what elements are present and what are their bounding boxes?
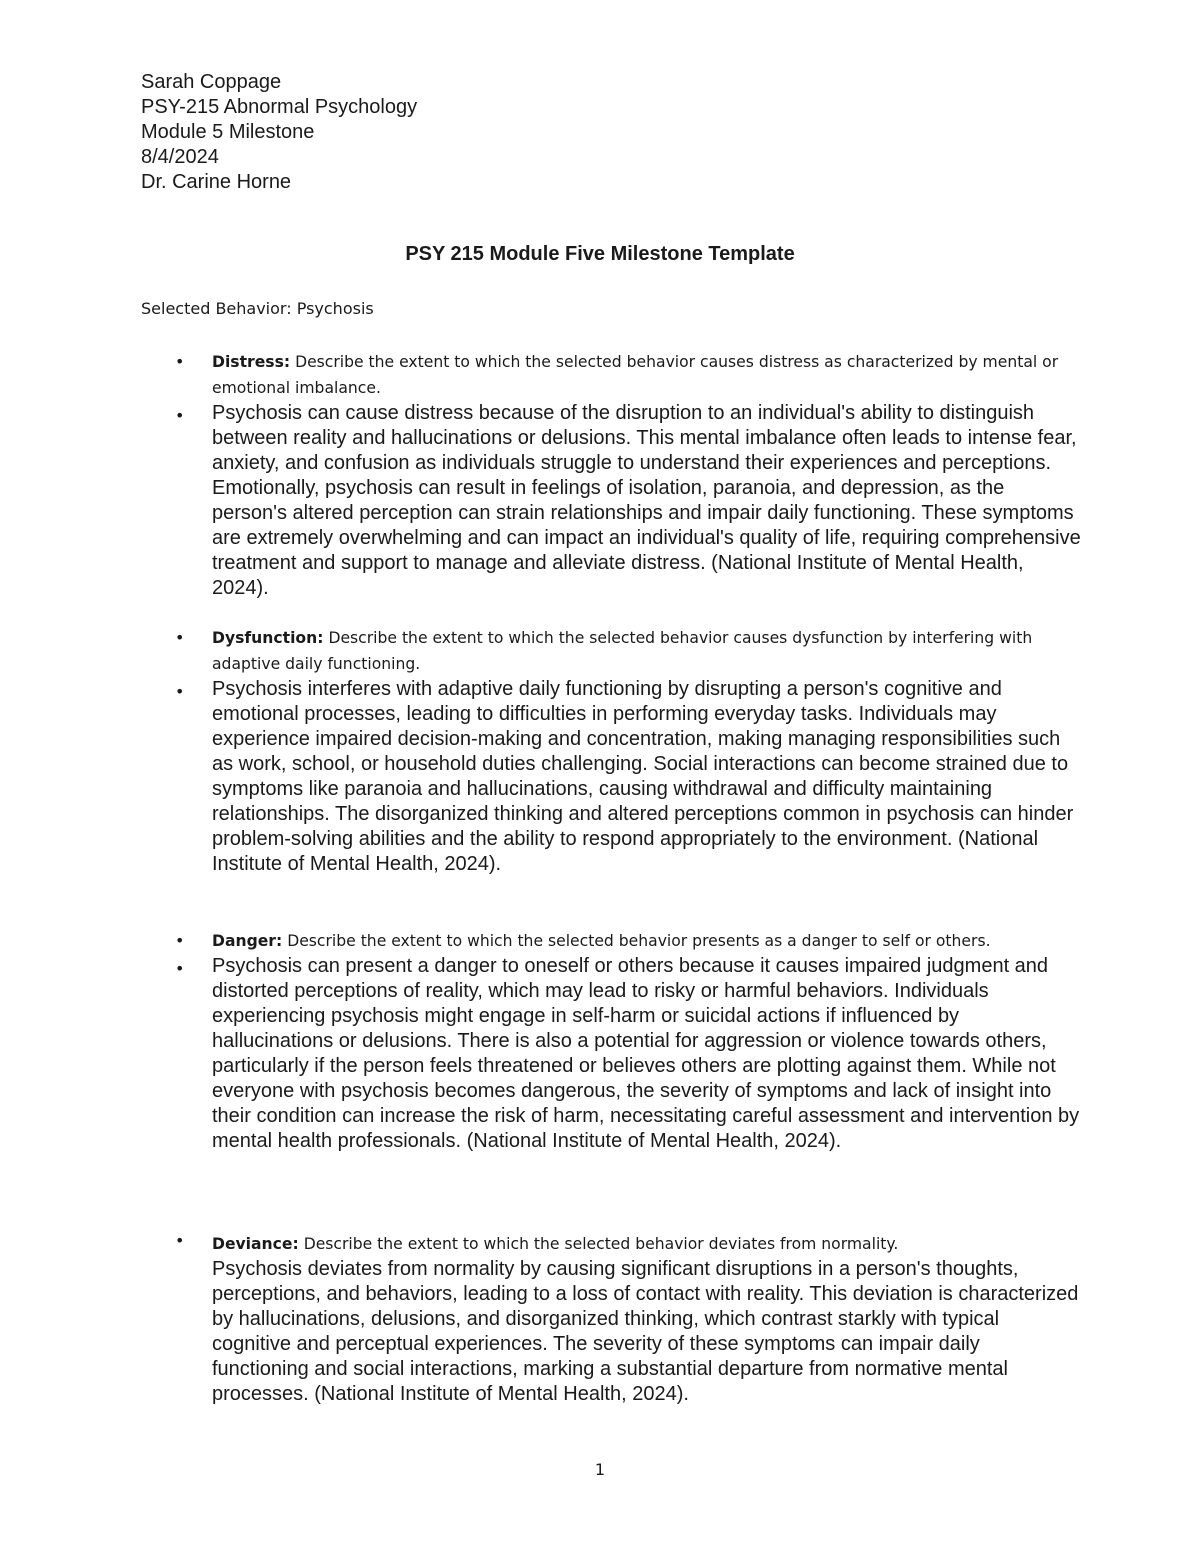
bullet-icon: • xyxy=(175,931,185,950)
student-name: Sarah Coppage xyxy=(141,71,282,93)
bullet-icon: • xyxy=(175,1231,185,1250)
module-name: Module 5 Milestone xyxy=(141,121,315,143)
bullet-icon: • xyxy=(175,959,185,978)
danger-prompt-item xyxy=(141,928,1081,954)
selected-behavior-value: Psychosis xyxy=(296,299,374,318)
distress-prompt-item xyxy=(141,349,1081,401)
bullet-icon: • xyxy=(175,406,185,425)
dysfunction-label: Dysfunction: xyxy=(212,629,324,647)
deviance-prompt: Describe the extent to which the selected behavior deviates from normality. xyxy=(303,1235,899,1253)
danger-answer-item xyxy=(141,954,1081,1154)
bullet-icon: • xyxy=(175,682,185,701)
danger-prompt: Describe the extent to which the selected behavior presents as a danger to self or others. xyxy=(287,932,991,950)
distress-answer: Psychosis can cause distress because of the disruption to an individual's ability to distinguish between reality and hallucinations or delusions. This mental imbalance often leads to intense fear, anxiety, and confusion as individuals struggle to understand their experiences and perceptions. Emotionally, psychosis can result in feelings of isolation, paranoia, and depression, as the person's altered perception can strain relationships and impair daily functioning. These symptoms are extremely overwhelming and can impact an individual's quality of life, requiring comprehensive treatment and support to manage and alleviate distress. (National Institute of Mental Health, 2024). xyxy=(212,402,1081,599)
deviance-prompt-line xyxy=(212,1231,1081,1257)
dysfunction-prompt-item xyxy=(141,625,1081,677)
bullet-icon: • xyxy=(175,352,185,371)
distress-prompt: Describe the extent to which the selected behavior causes distress as characterized by mental or emotional imbalance. xyxy=(212,353,1059,397)
section-dysfunction xyxy=(141,625,1081,877)
dysfunction-answer-item xyxy=(141,677,1081,877)
submission-date: 8/4/2024 xyxy=(141,146,219,168)
deviance-item xyxy=(141,1231,1081,1407)
course-name: PSY-215 Abnormal Psychology xyxy=(141,96,418,118)
distress-answer-item xyxy=(141,401,1081,601)
instructor-name: Dr. Carine Horne xyxy=(141,171,292,193)
section-danger xyxy=(141,928,1081,1154)
danger-answer: Psychosis can present a danger to oneself or others because it causes impaired judgment and distorted perceptions of reality, which may lead to risky or harmful behaviors. Individuals experiencing psychosis might engage in self-harm or suicidal actions if influenced by hallucinations or delusions. There is also a potential for aggression or violence towards others, particularly if the person feels threatened or believes others are plotting against them. While not everyone with psychosis becomes dangerous, the severity of symptoms and lack of insight into their condition can increase the risk of harm, necessitating careful assessment and intervention by mental health professionals. (National Institute of Mental Health, 2024). xyxy=(212,955,1080,1152)
selected-behavior-line xyxy=(141,296,374,322)
selected-behavior-label: Selected Behavior: xyxy=(141,299,292,318)
document-title: PSY 215 Module Five Milestone Template xyxy=(405,243,795,265)
danger-label: Danger: xyxy=(212,932,283,950)
dysfunction-answer: Psychosis interferes with adaptive daily functioning by disrupting a person's cognitive and emotional processes, leading to difficulties in performing everyday tasks. Individuals may experience impaired decision-making and concentration, making managing responsibilities such as work, school, or household duties challenging. Social interactions can become strained due to symptoms like paranoia and hallucinations, causing withdrawal and difficulty maintaining relationships. The disorganized thinking and altered perceptions common in psychosis can hinder problem-solving abilities and the ability to respond appropriately to the environment. (National Institute of Mental Health, 2024). xyxy=(212,678,1074,875)
dysfunction-prompt: Describe the extent to which the selected behavior causes dysfunction by interfering with adaptive daily functioning. xyxy=(212,629,1033,673)
deviance-label: Deviance: xyxy=(212,1235,299,1253)
page-number: 1 xyxy=(594,1460,606,1479)
student-header xyxy=(141,70,417,195)
section-deviance xyxy=(141,1231,1081,1407)
section-distress xyxy=(141,349,1081,601)
distress-label: Distress: xyxy=(212,353,291,371)
deviance-answer: Psychosis deviates from normality by causing significant disruptions in a person's thoughts, perceptions, and behaviors, leading to a loss of contact with reality. This deviation is characterized by hallucinations, delusions, and disorganized thinking, which contrast starkly with typical cognitive and perceptual experiences. The severity of these symptoms can impair daily functioning and social interactions, marking a substantial departure from normative mental processes. (National Institute of Mental Health, 2024). xyxy=(212,1258,1079,1405)
bullet-icon: • xyxy=(175,628,185,647)
